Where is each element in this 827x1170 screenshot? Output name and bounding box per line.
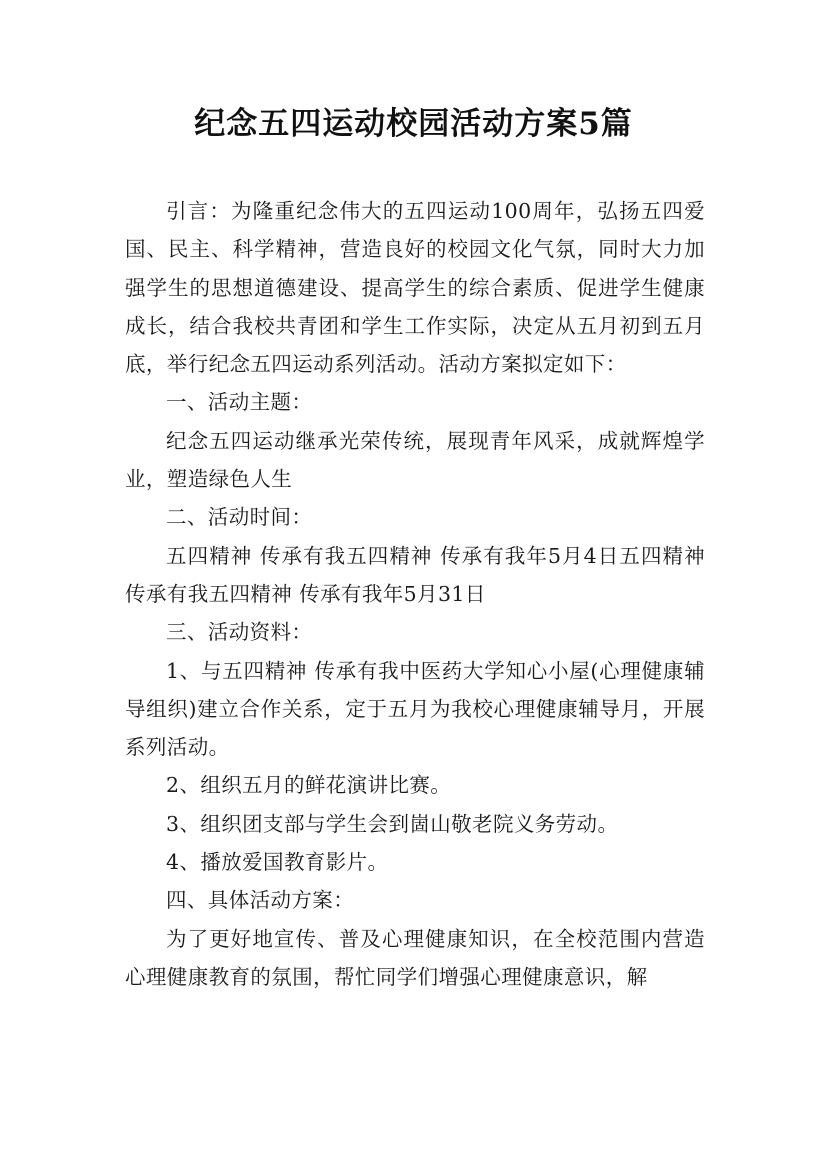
heading-activity-time: 二、活动时间： [166,505,313,530]
document-title: 纪念五四运动校园活动方案5篇 [194,106,633,142]
paragraph-activity-time: 五四精神 传承有我五四精神 传承有我年5月4日五四精神 传承有我五四精神 传承有我年5月31日 [125,543,705,606]
document-body [125,192,705,996]
list-item-materials-2: 2、组织五月的鲜花演讲比赛。 [166,773,452,798]
paragraph-introduction: 引言：为隆重纪念伟大的五四运动100周年，弘扬五四爱国、民主、科学精神，营造良好的校园文化气氛，同时大力加强学生的思想道德建设、提高学生的综合素质、促进学生健康成长，结合我校共青团和学生工作实际，决定从五月初到五月底，举行纪念五四运动系列活动。活动方案拟定如下： [125,199,705,377]
paragraph-specific-plan: 为了更好地宣传、普及心理健康知识，在全校范围内营造心理健康教育的氛围，帮忙同学们增强心理健康意识，解 [125,926,705,989]
heading-activity-theme: 一、活动主题： [166,390,313,415]
heading-activity-materials: 三、活动资料： [166,620,313,645]
list-item-materials-3: 3、组织团支部与学生会到崮山敬老院义务劳动。 [166,811,619,836]
paragraph-activity-theme: 纪念五四运动继承光荣传统，展现青年风采，成就辉煌学业，塑造绿色人生 [125,428,705,492]
heading-specific-plan: 四、具体活动方案： [166,888,355,913]
list-item-materials-1: 1、与五四精神 传承有我中医药大学知心小屋(心理健康辅导组织)建立合作关系，定于五月为我校心理健康辅导月，开展系列活动。 [125,658,705,760]
list-item-materials-4: 4、播放爱国教育影片。 [166,850,389,875]
